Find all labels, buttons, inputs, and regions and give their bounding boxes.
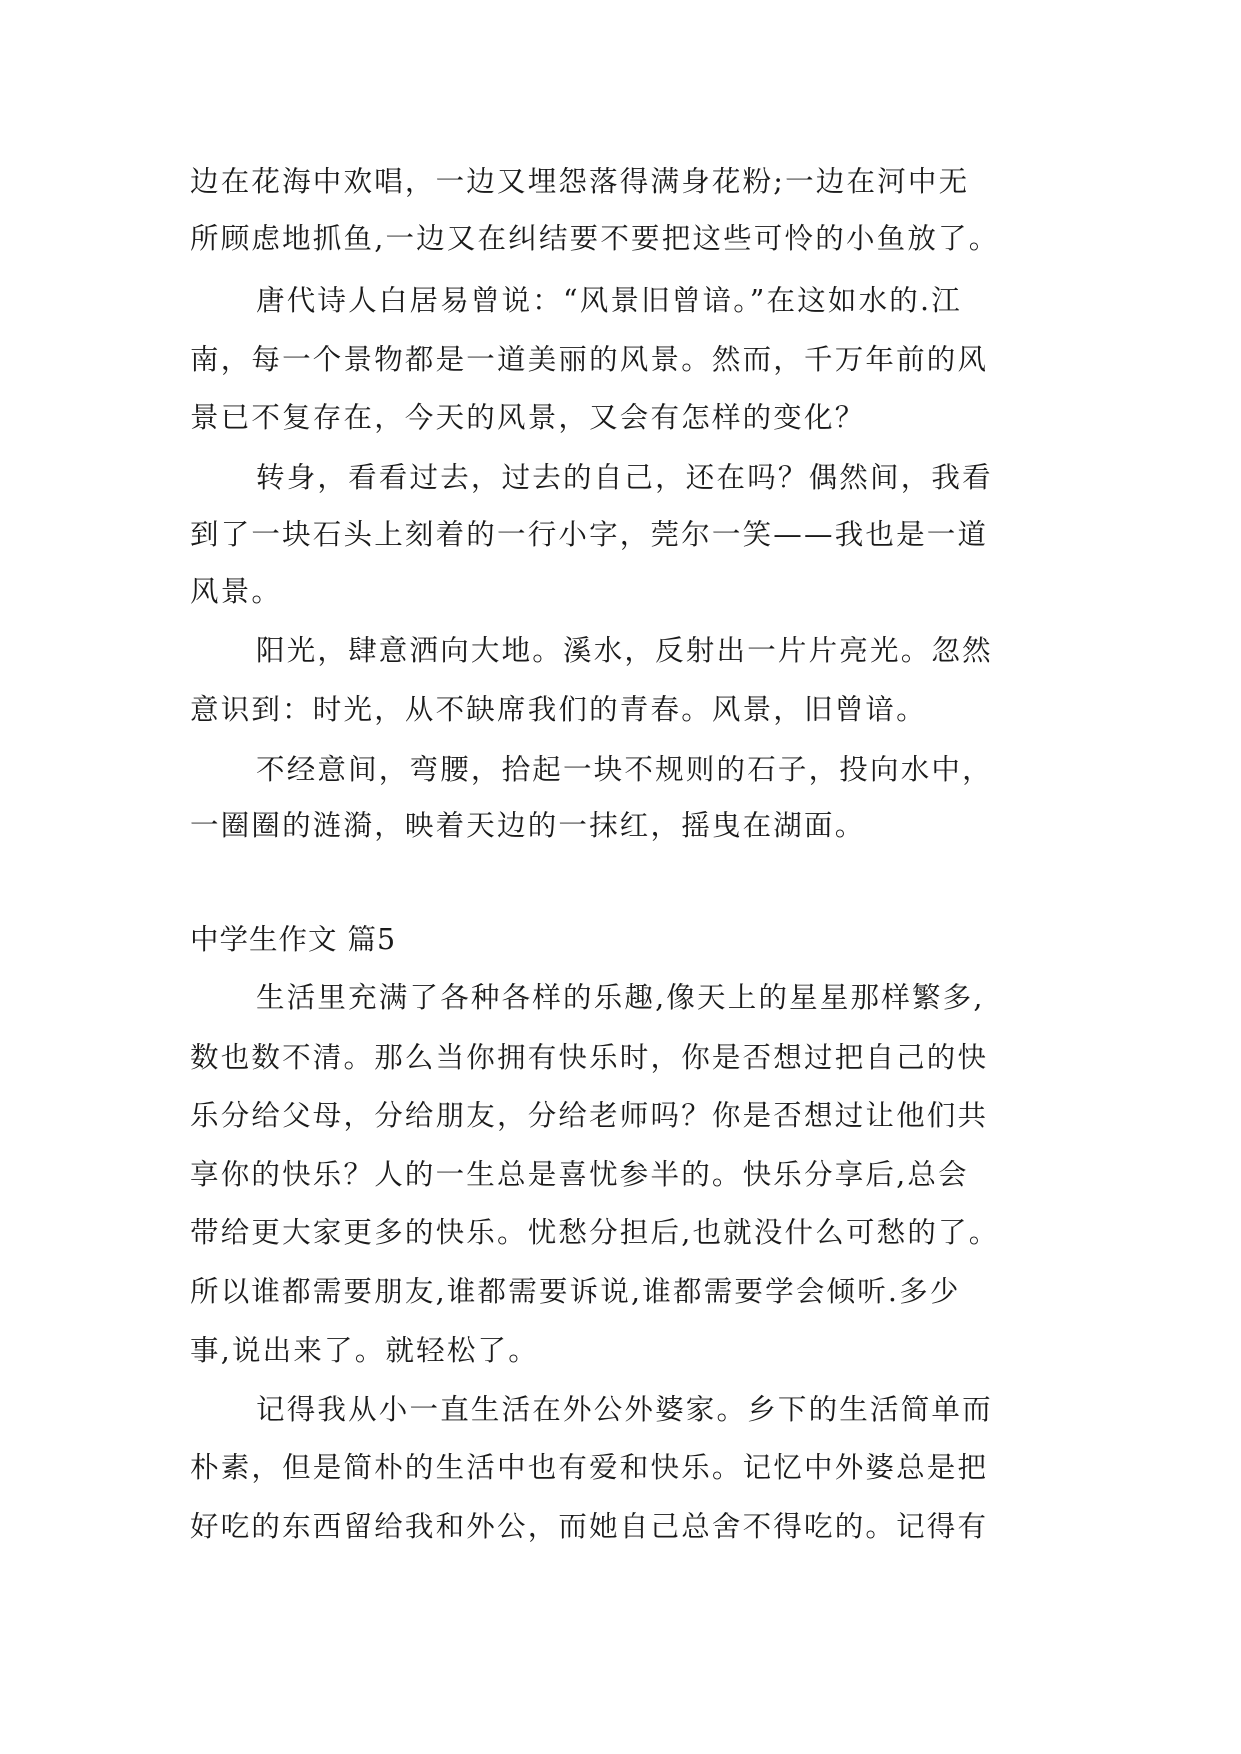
text-line: 不经意间，弯腰，拾起一块不规则的石子，投向水中，: [256, 753, 993, 786]
text-line: 到了一块石头上刻着的一行小字，莞尔一笑——我也是一道: [190, 518, 989, 551]
text-line: 事,说出来了。就轻松了。: [190, 1334, 539, 1367]
text-line: 南，每一个景物都是一道美丽的风景。然而，千万年前的风: [190, 343, 989, 376]
text-line: 一圈圈的涟漪，映着天边的一抹红，摇曳在湖面。: [190, 809, 866, 842]
text-line: 好吃的东西留给我和外公，而她自己总舍不得吃的。记得有: [190, 1510, 989, 1543]
text-line: 边在花海中欢唱，一边又埋怨落得满身花粉;一边在河中无: [190, 165, 970, 198]
text-line: 数也数不清。那么当你拥有快乐时，你是否想过把自己的快: [190, 1041, 989, 1074]
text-line: 景已不复存在，今天的风景，又会有怎样的变化？: [190, 401, 866, 434]
text-line: 享你的快乐？人的一生总是喜忧参半的。快乐分享后,总会: [190, 1158, 969, 1191]
text-line: 唐代诗人白居易曾说：“风景旧曾谙。”在这如水的.江: [256, 284, 962, 317]
section-heading: 中学生作文 篇5: [190, 923, 397, 956]
text-line: 乐分给父母，分给朋友，分给老师吗？你是否想过让他们共: [190, 1099, 989, 1132]
text-line: 转身，看看过去，过去的自己，还在吗？偶然间，我看: [256, 461, 993, 494]
text-line: 所以谁都需要朋友,谁都需要诉说,谁都需要学会倾听.多少: [190, 1275, 961, 1308]
text-line: 生活里充满了各种各样的乐趣,像天上的星星那样繁多,: [256, 981, 985, 1014]
text-line: 阳光，肆意洒向大地。溪水，反射出一片片亮光。忽然: [256, 634, 993, 667]
text-line: 朴素，但是简朴的生活中也有爱和快乐。记忆中外婆总是把: [190, 1451, 989, 1484]
text-line: 风景。: [190, 575, 283, 608]
text-line: 意识到：时光，从不缺席我们的青春。风景，旧曾谙。: [190, 693, 927, 726]
text-line: 所顾虑地抓鱼,一边又在纠结要不要把这些可怜的小鱼放了。: [190, 222, 1000, 255]
text-line: 记得我从小一直生活在外公外婆家。乡下的生活简单而: [256, 1393, 993, 1426]
text-line: 带给更大家更多的快乐。忧愁分担后,也就没什么可愁的了。: [190, 1216, 1000, 1249]
